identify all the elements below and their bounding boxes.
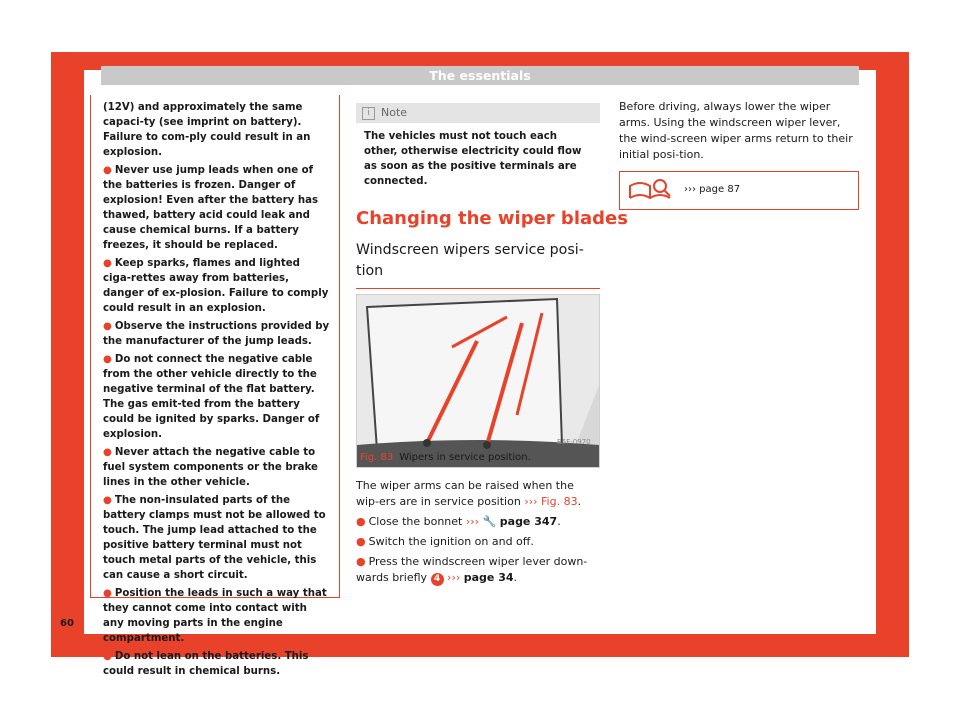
subsection-title: Windscreen wipers service posi-tion [356, 240, 600, 289]
running-header: The essentials [101, 66, 859, 85]
figure-caption-text: Wipers in service position. [399, 452, 531, 463]
warning-bullet: ● Observe the instructions provided by the manufacturer of the jump leads. [103, 321, 330, 347]
note-header [356, 103, 600, 123]
warning-bullet: ● Never attach the negative cable to fuel system components or the brake lines in the other vehicle. [103, 447, 318, 488]
warning-intro: (12V) and approximately the same capaci-ty (see imprint on battery). Failure to com-ply could result in an explosion. [103, 102, 311, 158]
page-number: 60 [60, 618, 74, 629]
warning-bullet: ● Keep sparks, flames and lighted ciga-rettes away from batteries, danger of ex-plosion. Failure to comply could result in an explosion. [103, 258, 329, 314]
info-icon: i [362, 107, 375, 120]
warning-bullet: ● Do not lean on the batteries. This could result in chemical burns. [103, 651, 309, 677]
warning-bullet: ● Position the leads in such a way that they cannot come into contact with any moving parts in the engine compartment. [103, 588, 327, 644]
book-search-icon [626, 176, 676, 206]
reference-box [619, 171, 859, 210]
intro-paragraph: The wiper arms can be raised when the wip-ers are in service position ››› Fig. 83. [356, 479, 582, 508]
wiper-illustration [357, 295, 599, 467]
warning-bullet: ● Never use jump leads when one of the batteries is frozen. Danger of explosion! Even after the battery has thawed, battery acid could leak and cause chemical burns. If a battery freezes, it should be replaced. [103, 165, 319, 251]
figure-caption [360, 452, 531, 463]
note-box [356, 103, 600, 189]
reference-link[interactable]: ››› page 87 [684, 184, 741, 195]
right-column-text: Before driving, always lower the wiper arms. Using the windscreen wiper lever, the wind-screen wiper arms return to their initial posi-tion. [619, 100, 853, 161]
step-item: ● Close the bonnet ››› 🔧 page 347. [356, 515, 561, 528]
lever-position-badge: 4 [431, 573, 444, 586]
section-title: Changing the wiper blades [356, 208, 628, 229]
warning-bullet: ● Do not connect the negative cable from the other vehicle directly to the negative terminal of the flat battery. The gas emit-ted from the battery could be ignited by sparks. Danger of explosion. [103, 354, 320, 440]
warning-bullet: ● The non-insulated parts of the battery clamps must not be allowed to touch. The jump lead attached to the positive battery terminal must not touch metal parts of the vehicle, this can cause a short circuit. [103, 495, 326, 581]
note-text: The vehicles must not touch each other, otherwise electricity could flow as soon as the positive terminals are connected. [364, 131, 582, 187]
wrench-icon: 🔧 [482, 515, 497, 528]
page-link[interactable]: page 34 [463, 571, 514, 584]
page-link[interactable]: page 347 [499, 515, 558, 528]
figure-number: Fig. 83 [360, 452, 394, 463]
step-item: ● Press the windscreen wiper lever down-wards briefly 4 ››› page 34. [356, 555, 588, 584]
figure-code: B5F-0970 [557, 438, 591, 446]
note-label: Note [381, 106, 408, 119]
wiper-figure [356, 294, 600, 468]
figure-link[interactable]: ››› Fig. 83 [524, 495, 578, 508]
body-text [356, 478, 600, 590]
step-item: ● Switch the ignition on and off. [356, 535, 534, 548]
warning-box [90, 95, 340, 677]
